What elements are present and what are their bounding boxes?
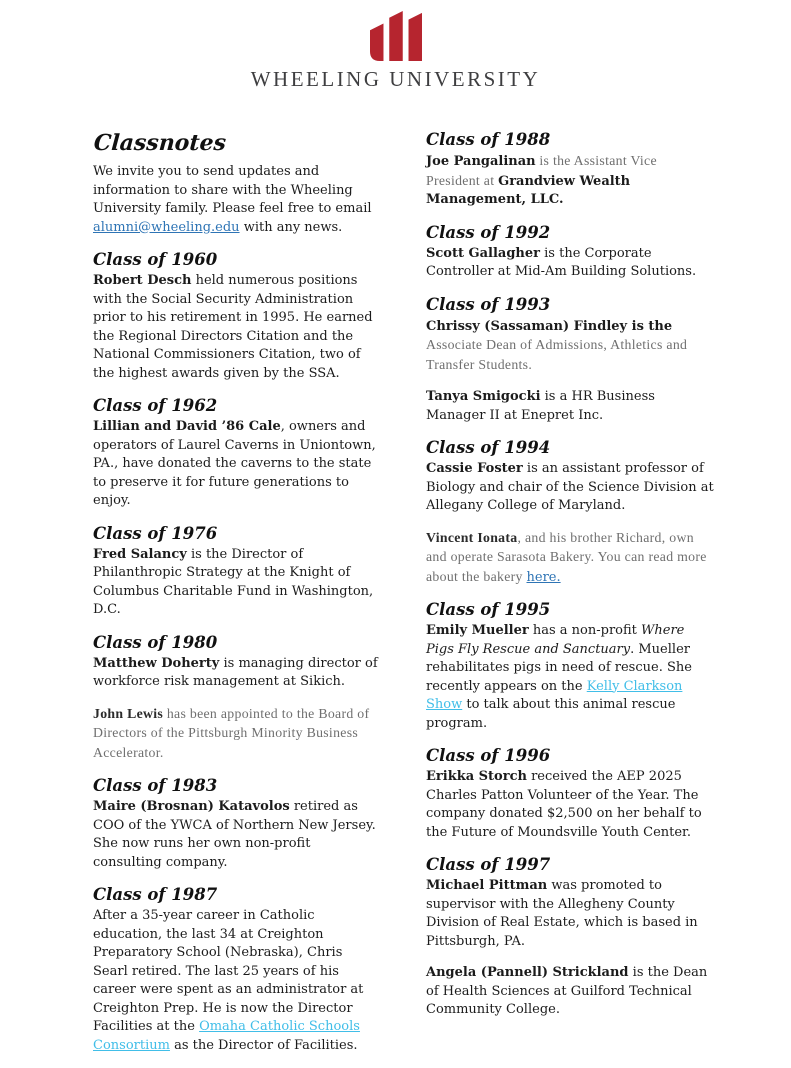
class-year-heading: Class of 1996 <box>426 746 551 765</box>
text-run: Vincent Ionata <box>426 529 518 545</box>
note-paragraph <box>93 163 381 237</box>
text-run: is a HR Business Manager II at Enepret Inc. <box>426 389 655 423</box>
text-run: Chrissy (Sassaman) Findley is the <box>426 318 673 334</box>
text-run: is the Dean of Health Sciences at Guilford Technical Community College. <box>426 965 708 1017</box>
class-section <box>93 130 381 237</box>
text-run: Joe Pangalinan <box>426 154 536 169</box>
class-section <box>426 130 714 210</box>
text-run: has a non-profit <box>528 623 642 638</box>
class-section <box>93 776 381 872</box>
text-run: We invite you to send updates and information to share with the Wheeling University family. Please feel free to email <box>93 164 372 216</box>
text-run: Erikka Storch <box>426 769 527 784</box>
class-section <box>426 746 714 842</box>
text-run: Emily Mueller <box>426 623 529 638</box>
text-run: is the Corporate Controller at Mid-Am Building Solutions. <box>426 245 697 279</box>
omaha-catholic-schools-consortium-link[interactable]: Omaha Catholic Schools Consortium <box>93 1019 360 1053</box>
text-run: is the Director of Philanthropic Strategy at the Knight of Columbus Charitable Fund in Washington, D.C. <box>93 546 374 617</box>
note-paragraph <box>426 460 714 516</box>
class-year-heading: Class of 1992 <box>426 222 551 242</box>
note-paragraph <box>93 272 381 383</box>
note-paragraph <box>426 388 714 425</box>
classnotes-heading: Classnotes <box>93 130 227 156</box>
text-run: Tanya Smigocki <box>426 389 541 404</box>
wheeling-university-logo-icon <box>367 10 425 62</box>
text-run: Robert Desch <box>93 273 192 288</box>
note-paragraph <box>93 798 381 872</box>
note-paragraph <box>426 529 714 588</box>
text-run: Lillian and David ’86 Cale <box>93 419 281 434</box>
bakery-here-link[interactable]: here. <box>526 569 561 585</box>
class-year-heading: Class of 1962 <box>93 396 218 415</box>
text-run: , owners and operators of Laurel Caverns in Uniontown, PA., have donated the caverns to the state to preserve it for future generations to enjoy. <box>93 419 376 508</box>
text-run: Maire (Brosnan) Katavolos <box>93 799 290 814</box>
text-run: , and his brother Richard, own and operate Sarasota Bakery. You can read more about the bakery <box>426 529 707 584</box>
class-year-heading: Class of 1976 <box>93 523 218 543</box>
class-section <box>93 633 381 764</box>
text-run: Matthew Doherty <box>93 655 220 671</box>
text-run: as the Director of Facilities. <box>169 1037 358 1053</box>
class-section <box>93 250 381 383</box>
note-paragraph <box>426 152 714 210</box>
class-section <box>426 223 714 282</box>
class-section <box>426 600 714 733</box>
text-run: with any news. <box>239 219 343 235</box>
text-run: Fred Salancy <box>93 546 187 562</box>
note-paragraph <box>426 245 714 282</box>
class-section <box>426 295 714 426</box>
text-run: is the Assistant Vice President at <box>426 153 657 188</box>
text-run: Associate Dean of Admissions, Athletics and Transfer Students. <box>426 337 688 372</box>
text-run: Grandview Wealth Management, LLC. <box>426 173 631 207</box>
text-run: John Lewis <box>93 705 164 721</box>
text-run: Michael Pittman <box>426 878 548 893</box>
note-paragraph <box>426 622 714 733</box>
text-run: to talk about this animal rescue program. <box>426 697 676 731</box>
note-paragraph <box>426 317 714 376</box>
class-section <box>426 855 714 1020</box>
note-paragraph <box>426 768 714 842</box>
class-section <box>93 885 381 1055</box>
note-paragraph <box>93 418 381 511</box>
class-year-heading: Class of 1980 <box>93 632 218 652</box>
kelly-clarkson-show-link[interactable]: Kelly Clarkson Show <box>426 678 683 712</box>
university-wordmark: WHEELING UNIVERSITY <box>250 67 541 91</box>
class-section <box>93 396 381 511</box>
class-year-heading: Class of 1995 <box>426 600 551 619</box>
text-run: Cassie Foster <box>426 461 523 476</box>
email-link[interactable]: alumni@wheeling.edu <box>93 219 240 235</box>
text-run: Scott Gallagher <box>426 245 540 261</box>
text-run: is managing director of workforce risk management at Sikich. <box>93 655 378 689</box>
class-section <box>426 438 714 587</box>
note-paragraph <box>93 705 381 764</box>
note-paragraph <box>426 877 714 951</box>
class-year-heading: Class of 1993 <box>426 294 551 314</box>
right-column <box>426 130 714 1033</box>
class-year-heading: Class of 1960 <box>93 250 218 269</box>
text-run: After a 35-year career in Catholic education, the last 34 at Creighton Preparatory School (Nebraska), Chris Searl retired. The last 25 years of his career were spent as an administrator at Creighton Prep. He is now the Director Facilities at the <box>93 908 364 1034</box>
class-year-heading: Class of 1997 <box>426 855 551 874</box>
class-section <box>93 524 381 620</box>
class-year-heading: Class of 1994 <box>426 438 551 457</box>
text-run: received the AEP 2025 Charles Patton Volunteer of the Year. The company donated $2,500 on her behalf to the Future of Moundsville Youth Center. <box>426 769 702 840</box>
class-year-heading: Class of 1987 <box>93 885 218 904</box>
text-run: Where Pigs Fly Rescue and Sanctuary <box>426 623 685 657</box>
text-run: . Mueller rehabilitates pigs in need of rescue. She recently appears on the <box>426 641 692 694</box>
text-run: Angela (Pannell) Strickland <box>426 965 629 980</box>
text-run: retired as COO of the YWCA of Northern New Jersey. She now runs her own non-profit consulting company. <box>93 799 376 870</box>
class-year-heading: Class of 1988 <box>426 130 551 149</box>
text-run: held numerous positions with the Social Security Administration prior to his retirement in 1995. He earned the Regional Directors Citation and the National Commissioners Citation, two of the highest awards given by the SSA. <box>93 273 373 381</box>
text-run: is an assistant professor of Biology and chair of the Science Division at Allegany College of Maryland. <box>426 461 714 513</box>
classnotes-content <box>0 92 791 1068</box>
note-paragraph <box>93 546 381 620</box>
text-run: was promoted to supervisor with the Allegheny County Division of Real Estate, which is based in Pittsburgh, PA. <box>426 878 698 949</box>
text-run: has been appointed to the Board of Directors of the Pittsburgh Minority Business Accelerator. <box>93 705 370 760</box>
note-paragraph <box>93 655 381 692</box>
note-paragraph <box>93 907 381 1055</box>
university-header <box>0 0 791 92</box>
class-year-heading: Class of 1983 <box>93 776 218 795</box>
note-paragraph <box>426 964 714 1020</box>
left-column <box>93 130 381 1068</box>
